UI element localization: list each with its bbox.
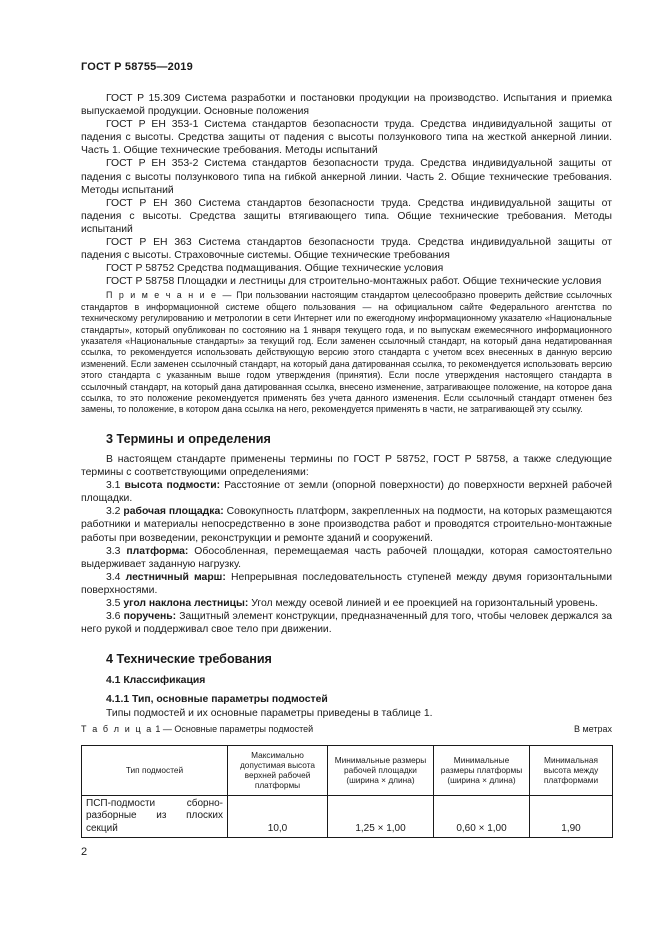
subsection-4-1-1-title: 4.1.1 Тип, основные параметры подмостей bbox=[106, 694, 328, 706]
term-number: 3.4 bbox=[106, 571, 121, 583]
term-name: высота подмости: bbox=[124, 480, 221, 492]
note-label: П р и м е ч а н и е — bbox=[106, 290, 233, 301]
term-text: Непрерывная последовательность ступеней между двумя горизонтальными поверхностями. bbox=[81, 571, 613, 596]
table-cell: ПСП-подмости сборно-разборные из плоских секций bbox=[82, 795, 228, 838]
term-definition bbox=[81, 479, 612, 505]
term-text: Защитный элемент конструкции, предназначенный для того, чтобы человек держался за него рукой и поддерживал свое тело при движении. bbox=[81, 611, 613, 636]
term-definition bbox=[81, 597, 612, 610]
table-cell: 10,0 bbox=[228, 795, 328, 838]
term-text: Совокупность платформ, закрепленных на подмости, на которых размещаются работники и материалы непосредственно в зоне производства работ и проводятся строительно-монтажные работы при возведении, реконструкции и ремонте зданий и сооружений. bbox=[81, 506, 613, 544]
table-header-cell: Минимальные размеры рабочей площадки (ширина × длина) bbox=[328, 745, 434, 795]
term-name: поручень: bbox=[123, 611, 177, 623]
section-4-title: 4 Технические требования bbox=[106, 652, 272, 667]
reference-item: ГОСТ Р 58758 Площадки и лестницы для строительно-монтажных работ. Общие технические условия bbox=[106, 276, 602, 288]
table-row bbox=[82, 795, 613, 838]
note-paragraph bbox=[81, 290, 612, 415]
table-header-cell: Минимальные размеры платформы (ширина × длина) bbox=[434, 745, 530, 795]
term-text: Расстояние от земли (опорной поверхности) до поверхности верхней рабочей площадки. bbox=[81, 480, 613, 505]
section-3-title: 3 Термины и определения bbox=[106, 431, 271, 446]
table-header-row bbox=[82, 745, 613, 795]
table-header-cell: Максимально допустимая высота верхней рабочей платформы bbox=[228, 745, 328, 795]
table-cell: 1,90 bbox=[530, 795, 613, 838]
table-caption-label: Т а б л и ц а bbox=[81, 723, 153, 734]
term-name: платформа: bbox=[126, 545, 189, 557]
section-3-intro: В настоящем стандарте применены термины по ГОСТ Р 58752, ГОСТ Р 58758, а также следующие термины с соответствующими определениями: bbox=[81, 453, 612, 479]
term-number: 3.6 bbox=[106, 611, 121, 623]
document-body bbox=[81, 92, 612, 838]
reference-item: ГОСТ Р 15.309 Система разработки и постановки продукции на производство. Испытания и приемка выпускаемой продукции. Основные положения bbox=[81, 93, 612, 118]
term-name: рабочая площадка: bbox=[123, 506, 224, 518]
term-text: Угол между осевой линией и ее проекцией на горизонтальный уровень. bbox=[251, 598, 598, 609]
reference-item: ГОСТ Р ЕН 360 Система стандартов безопасности труда. Средства индивидуальной защиты от падения с высоты. Средства защиты втягивающего типа. Общие технические требования. Методы испытаний bbox=[81, 197, 612, 235]
subsection-4-1-title: 4.1 Классификация bbox=[106, 675, 206, 687]
page-number: 2 bbox=[81, 846, 88, 858]
reference-item: ГОСТ Р 58752 Средства подмащивания. Общие технические условия bbox=[106, 263, 444, 275]
term-text: Обособленная, перемещаемая часть рабочей площадки, которая самостоятельно выдерживает заданную нагрузку. bbox=[81, 545, 612, 570]
table-cell: 0,60 × 1,00 bbox=[434, 795, 530, 838]
term-number: 3.1 bbox=[106, 480, 121, 492]
table-header-cell: Тип подмостей bbox=[82, 745, 228, 795]
term-definition bbox=[81, 571, 612, 597]
reference-item: ГОСТ Р ЕН 363 Система стандартов безопасности труда. Средства индивидуальной защиты от падения с высоты. Страховочные системы. Общие технические требования bbox=[81, 237, 612, 262]
table-header-cell: Минимальная высота между платформами bbox=[530, 745, 613, 795]
table-caption bbox=[81, 723, 313, 736]
subsection-4-1-1-text: Типы подмостей и их основные параметры приведены в таблице 1. bbox=[106, 707, 433, 719]
note-text: При пользовании настоящим стандартом целесообразно проверить действие ссылочных стандартов в информационной системе общего пользования — на официальном сайте Федерального агентства по техническому регулированию и метрологии в сети Интернет или по ежегодному информационному указателю «Национальные стандарты», который опубликован по состоянию на 1 января текущего года, и по выпускам ежемесячного информационного указателя «Национальные стандарты» за текущий год. Если заменен ссылочный стандарт, на который дана недатированная ссылка, то рекомендуется использовать действующую версию этого стандарта с учетом всех внесенных в данную версию изменений. Если заменен ссылочный стандарт, на который дана датированная ссылка, то рекомендуется использовать версию этого стандарта с указанным выше годом утверждения (принятия). Если после утверждения настоящего стандарта в ссылочный стандарт, на который дана датированная ссылка, внесено изменение, затрагивающее положение, на которое дана ссылка, то это положение рекомендуется применять без учета данного изменения. Если ссылочный стандарт отменен без замены, то положение, в котором дана ссылка на него, рекомендуется применять в части, не затрагивающей эту ссылку. bbox=[81, 290, 612, 415]
parameters-table bbox=[81, 745, 613, 838]
table-units: В метрах bbox=[573, 723, 612, 734]
document-header: ГОСТ Р 58755—2019 bbox=[81, 61, 193, 73]
term-definition bbox=[81, 545, 612, 571]
reference-item: ГОСТ Р ЕН 353-1 Система стандартов безопасности труда. Средства индивидуальной защиты от падения с высоты. Средства защиты от падения с высоты ползункового типа на жесткой анкерной линии. Часть 1. Общие технические требования. Методы испытаний bbox=[81, 119, 612, 157]
table-caption-text: 1 — Основные параметры подмостей bbox=[155, 723, 314, 734]
term-number: 3.2 bbox=[106, 506, 121, 518]
term-name: лестничный марш: bbox=[125, 571, 226, 583]
term-number: 3.3 bbox=[106, 545, 121, 557]
reference-item: ГОСТ Р ЕН 353-2 Система стандартов безопасности труда. Средства индивидуальной защиты от падения с высоты ползункового типа на гибкой анкерной линии. Часть 2. Общие технические требования. Методы испытаний bbox=[81, 158, 612, 196]
table-cell: 1,25 × 1,00 bbox=[328, 795, 434, 838]
term-number: 3.5 bbox=[106, 598, 121, 609]
term-definition bbox=[81, 505, 612, 544]
table-caption-row bbox=[81, 723, 612, 736]
term-definition bbox=[81, 610, 612, 636]
term-name: угол наклона лестницы: bbox=[123, 598, 249, 609]
